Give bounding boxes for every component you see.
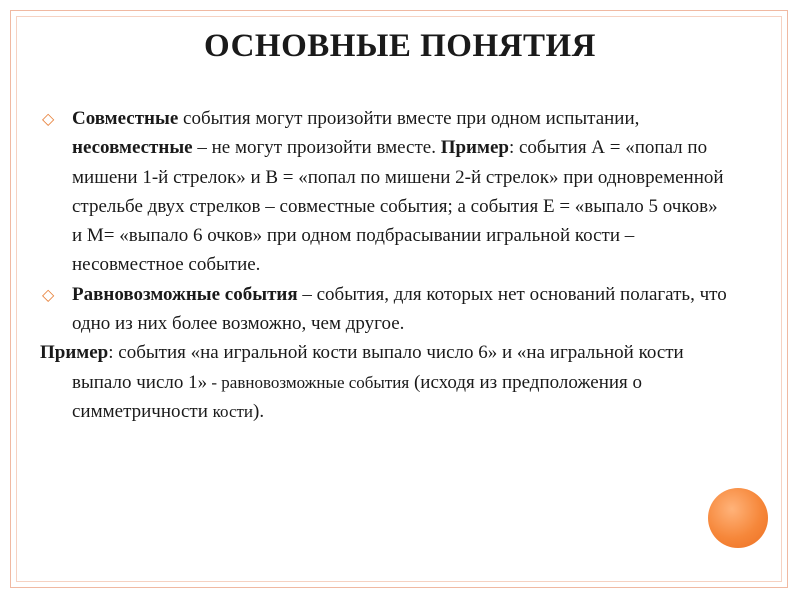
slide-title: ОСНОВНЫЕ ПОНЯТИЯ: [204, 28, 596, 64]
text: кости: [212, 401, 254, 421]
text: ).: [253, 400, 265, 422]
text: : события «на игральной кости выпало число 6» и «на игральной кости выпало число 1»: [72, 342, 684, 393]
slide-body: [40, 104, 730, 426]
text: события могут произойти вместе при одном испытании,: [178, 108, 640, 129]
bullet-joint-events: [40, 104, 730, 280]
example-paragraph: [40, 338, 730, 426]
text: – не могут произойти вместе.: [192, 137, 441, 159]
text: - равновозможные события: [207, 372, 410, 392]
example-label: Пример: [440, 137, 509, 159]
text: : события А = «попал по мишени 1-й стрелок» и В = «попал по мишени 2-й стрелок» при одновременной стрельбе двух стрелков – совместные события; а события Е = «выпало 5 очков» и М= «выпало 6 очков» при одном подбрасывании игральной кости – несовместное событие.: [72, 137, 724, 276]
term-joint: Совместные: [72, 108, 179, 129]
term-equiprobable: Равновозможные события: [72, 283, 298, 305]
text: (исходя из предположения о симметричности: [72, 371, 643, 422]
decorative-orange-circle: [708, 488, 768, 548]
text: – события, для которых нет оснований полагать, что одно из них более возможно, чем другое.: [72, 283, 727, 335]
example-label: Пример: [40, 342, 109, 364]
term-disjoint: несовместные: [72, 137, 193, 159]
diamond-outline-icon: ◇: [42, 284, 55, 304]
diamond-outline-icon: ◇: [42, 109, 55, 128]
bullet-equiprobable-events: [40, 280, 730, 339]
